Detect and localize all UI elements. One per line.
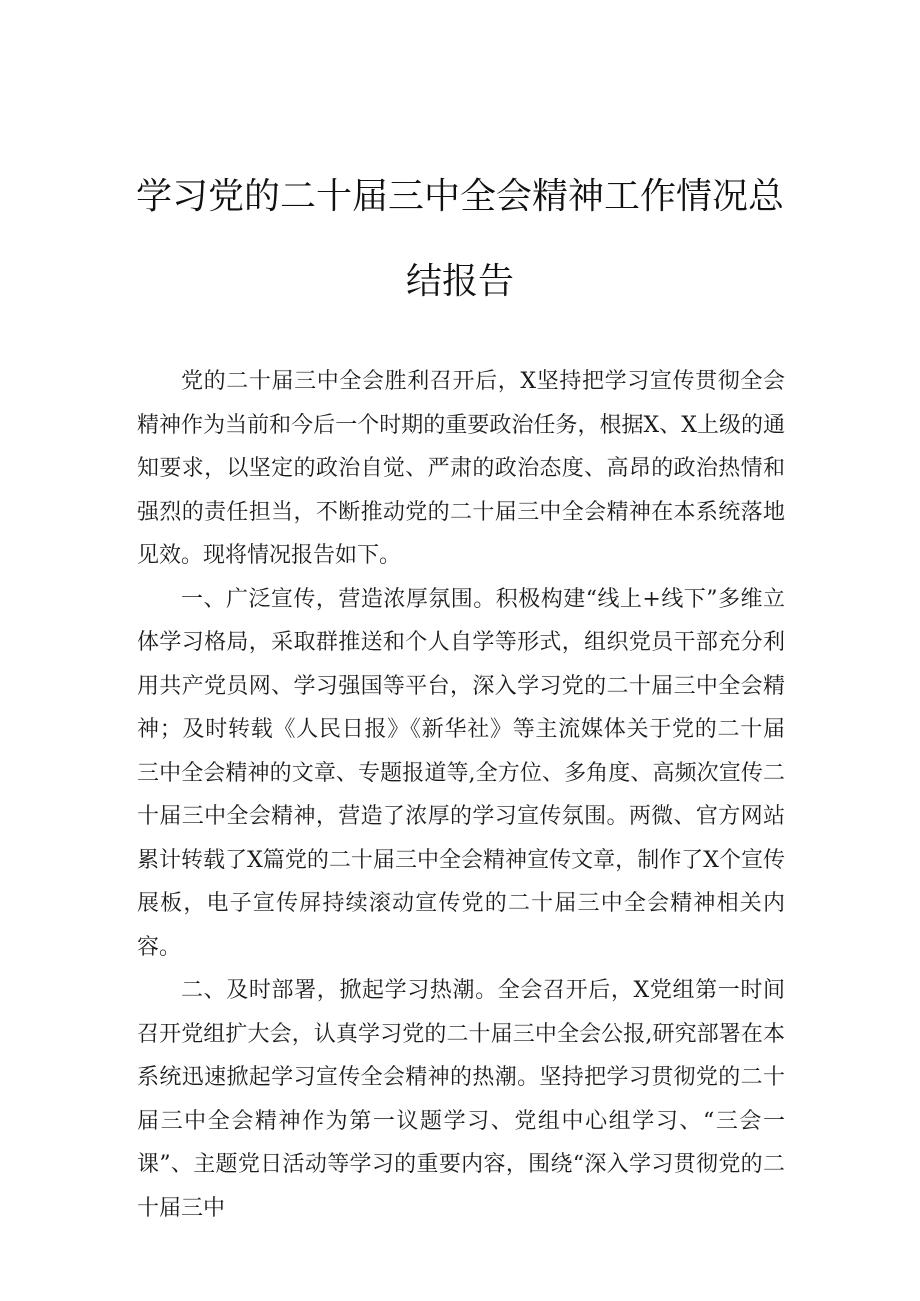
paragraph-section-2: 二、及时部署，掀起学习热潮。全会召开后，X党组第一时间召开党组扩大会，认真学习党的二十届三中全会公报,研究部署在本系统迅速掀起学习宣传全会精神的热潮。坚持把学习贯彻党的二十届三中全会精神作为第一议题学习、党组中心组学习、“三会一课”、主题党日活动等学习的重要内容，围绕“深入学习贯彻党的二十届三中 — [137, 978, 785, 1221]
document-title-line-1: 学习党的二十届三中全会精神工作情况总 — [135, 176, 784, 217]
paragraph-section-1: 一、广泛宣传，营造浓厚氛围。积极构建“线上+线下”多维立体学习格局，采取群推送和个人自学等形式，组织党员干部充分利用共产党员网、学习强国等平台，深入学习党的二十届三中全会精神；及时转载《人民日报》《新华社》等主流媒体关于党的二十届三中全会精神的文章、专题报道等,全方位、多角度、高频次宣传二十届三中全会精神，营造了浓厚的学习宣传氛围。两微、官方网站累计转载了X篇党的二十届三中全会精神宣传文章，制作了X个宣传展板，电子宣传屏持续滚动宣传党的二十届三中全会精神相关内容。 — [137, 586, 785, 960]
paragraph-intro: 党的二十届三中全会胜利召开后，X坚持把学习宣传贯彻全会精神作为当前和今后一个时期的重要政治任务，根据X、X上级的通知要求，以坚定的政治自觉、严肃的政治态度、高昂的政治热情和强烈的责任担当，不断推动党的二十届三中全会精神在本系统落地见效。现将情况报告如下。 — [137, 369, 785, 568]
document-body — [137, 360, 785, 1230]
document-title-line-2: 结报告 — [405, 261, 514, 302]
